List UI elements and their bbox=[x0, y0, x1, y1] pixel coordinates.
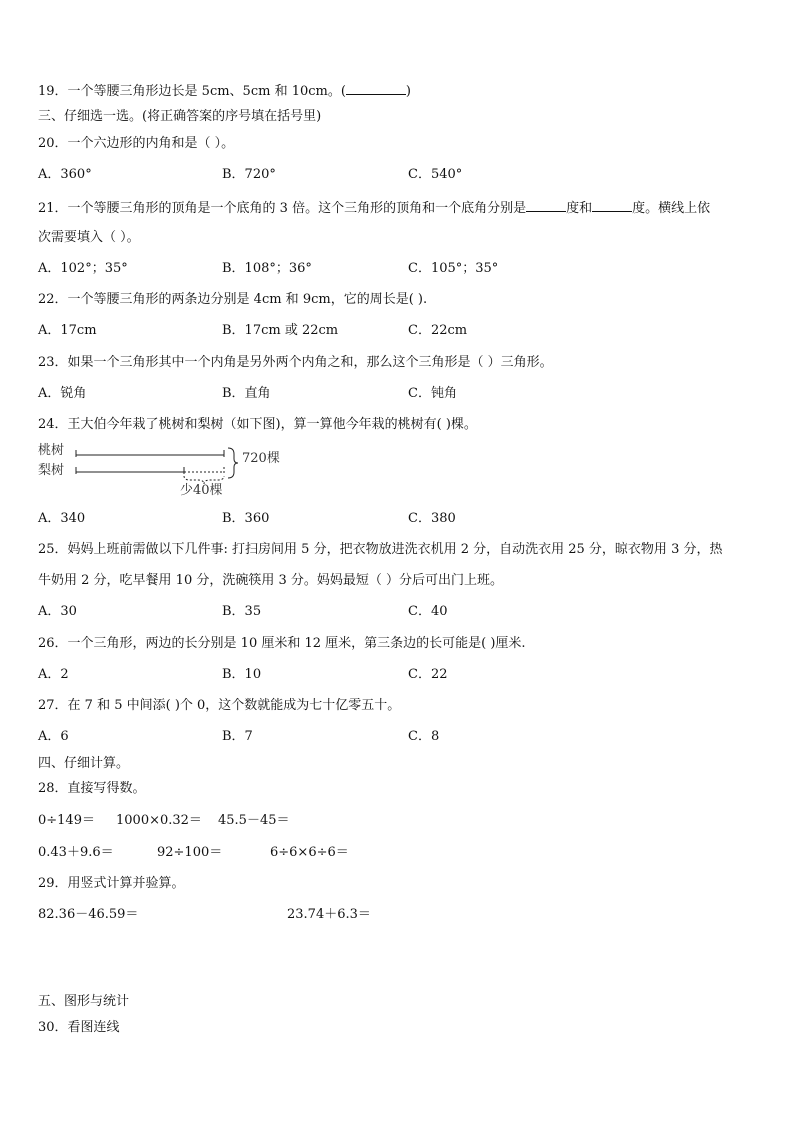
q25-option-c[interactable]: C．40 bbox=[408, 604, 448, 619]
question-24: 24．王大伯今年栽了桃树和梨树（如下图)，算一算他今年栽的桃树有( )棵。 bbox=[38, 417, 477, 432]
q28-item-4: 0.43＋9.6＝ bbox=[38, 845, 114, 860]
q23-option-b[interactable]: B．直角 bbox=[222, 386, 271, 401]
q22-option-c[interactable]: C．22cm bbox=[408, 323, 468, 338]
q21-option-c[interactable]: C．105°；35° bbox=[408, 261, 499, 276]
q23-option-c[interactable]: C．钝角 bbox=[408, 386, 457, 401]
question-19 bbox=[38, 82, 411, 100]
question-21-line2: 次需要填入（ ）。 bbox=[38, 230, 140, 245]
q23-option-a[interactable]: A．锐角 bbox=[38, 386, 87, 401]
total-label: 720棵 bbox=[242, 451, 280, 466]
q28-item-2: 1000×0.32＝ bbox=[116, 813, 202, 828]
q24-option-b[interactable]: B．360 bbox=[222, 511, 270, 526]
q20-option-a[interactable]: A．360° bbox=[38, 167, 92, 182]
q29-item-2: 23.74＋6.3＝ bbox=[287, 907, 371, 922]
question-23: 23．如果一个三角形其中一个内角是另外两个内角之和，那么这个三角形是（ ）三角形。 bbox=[38, 355, 553, 370]
q22-option-b[interactable]: B．17cm 或 22cm bbox=[222, 323, 339, 338]
q21-option-b[interactable]: B．108°；36° bbox=[222, 261, 312, 276]
q21-blank-1[interactable] bbox=[526, 199, 566, 212]
q21-option-a[interactable]: A．102°；35° bbox=[38, 261, 128, 276]
q28-item-5: 92÷100＝ bbox=[157, 845, 223, 860]
question-30-title: 30．看图连线 bbox=[38, 1020, 120, 1035]
q24-option-a[interactable]: A．340 bbox=[38, 511, 86, 526]
question-22: 22．一个等腰三角形的两条边分别是 4cm 和 9cm，它的周长是( ). bbox=[38, 292, 428, 307]
section-5-heading: 五、图形与统计 bbox=[38, 994, 130, 1009]
q21-text-a: 21．一个等腰三角形的顶角是一个底角的 3 倍。这个三角形的顶角和一个底角分别是 bbox=[38, 201, 527, 216]
question-28-title: 28．直接写得数。 bbox=[38, 781, 146, 796]
question-25-line1: 25．妈妈上班前需做以下几件事: 打扫房间用 5 分，把衣物放进洗衣机用 2 分，自动洗衣用 25 分，晾衣物用 3 分，热 bbox=[38, 542, 723, 557]
q26-option-c[interactable]: C．22 bbox=[408, 667, 448, 682]
q19-close: ) bbox=[405, 84, 411, 99]
question-27: 27．在 7 和 5 中间添( )个 0，这个数就能成为七十亿零五十。 bbox=[38, 698, 401, 713]
q21-blank-2[interactable] bbox=[592, 199, 632, 212]
q21-text-b: 度和 bbox=[566, 201, 593, 216]
q24-option-c[interactable]: C．380 bbox=[408, 511, 456, 526]
q27-option-c[interactable]: C．8 bbox=[408, 729, 440, 744]
section-4-heading: 四、仔细计算。 bbox=[38, 756, 130, 771]
pear-label: 梨树 bbox=[38, 463, 65, 478]
difference-label: 少40棵 bbox=[180, 483, 223, 498]
question-21-line1 bbox=[38, 199, 710, 217]
q27-option-b[interactable]: B．7 bbox=[222, 729, 253, 744]
q28-item-3: 45.5－45＝ bbox=[218, 813, 290, 828]
q19-answer-blank[interactable] bbox=[346, 82, 406, 95]
tree-comparison-diagram bbox=[38, 444, 298, 500]
question-25-line2: 牛奶用 2 分，吃早餐用 10 分，洗碗筷用 3 分。妈妈最短（ ）分后可出门上班。 bbox=[38, 573, 504, 588]
q19-text: 19．一个等腰三角形边长是 5cm、5cm 和 10cm。( bbox=[38, 84, 346, 99]
section-3-heading: 三、仔细选一选。(将正确答案的序号填在括号里) bbox=[38, 109, 322, 124]
q20-option-b[interactable]: B．720° bbox=[222, 167, 276, 182]
q25-option-a[interactable]: A．30 bbox=[38, 604, 77, 619]
q25-option-b[interactable]: B．35 bbox=[222, 604, 262, 619]
q26-option-b[interactable]: B．10 bbox=[222, 667, 262, 682]
q20-option-c[interactable]: C．540° bbox=[408, 167, 463, 182]
q28-item-6: 6÷6×6÷6＝ bbox=[270, 845, 349, 860]
question-29-title: 29．用竖式计算并验算。 bbox=[38, 876, 185, 891]
q22-option-a[interactable]: A．17cm bbox=[38, 323, 97, 338]
q21-text-c: 度。横线上依 bbox=[632, 201, 711, 216]
peach-label: 桃树 bbox=[38, 443, 65, 458]
q26-option-a[interactable]: A．2 bbox=[38, 667, 69, 682]
q29-item-1: 82.36－46.59＝ bbox=[38, 907, 139, 922]
total-brace bbox=[228, 448, 238, 478]
question-20: 20．一个六边形的内角和是（ ）。 bbox=[38, 136, 235, 151]
question-26: 26．一个三角形，两边的长分别是 10 厘米和 12 厘米，第三条边的长可能是( )厘米. bbox=[38, 636, 526, 651]
q27-option-a[interactable]: A．6 bbox=[38, 729, 69, 744]
q28-item-1: 0÷149＝ bbox=[38, 813, 95, 828]
